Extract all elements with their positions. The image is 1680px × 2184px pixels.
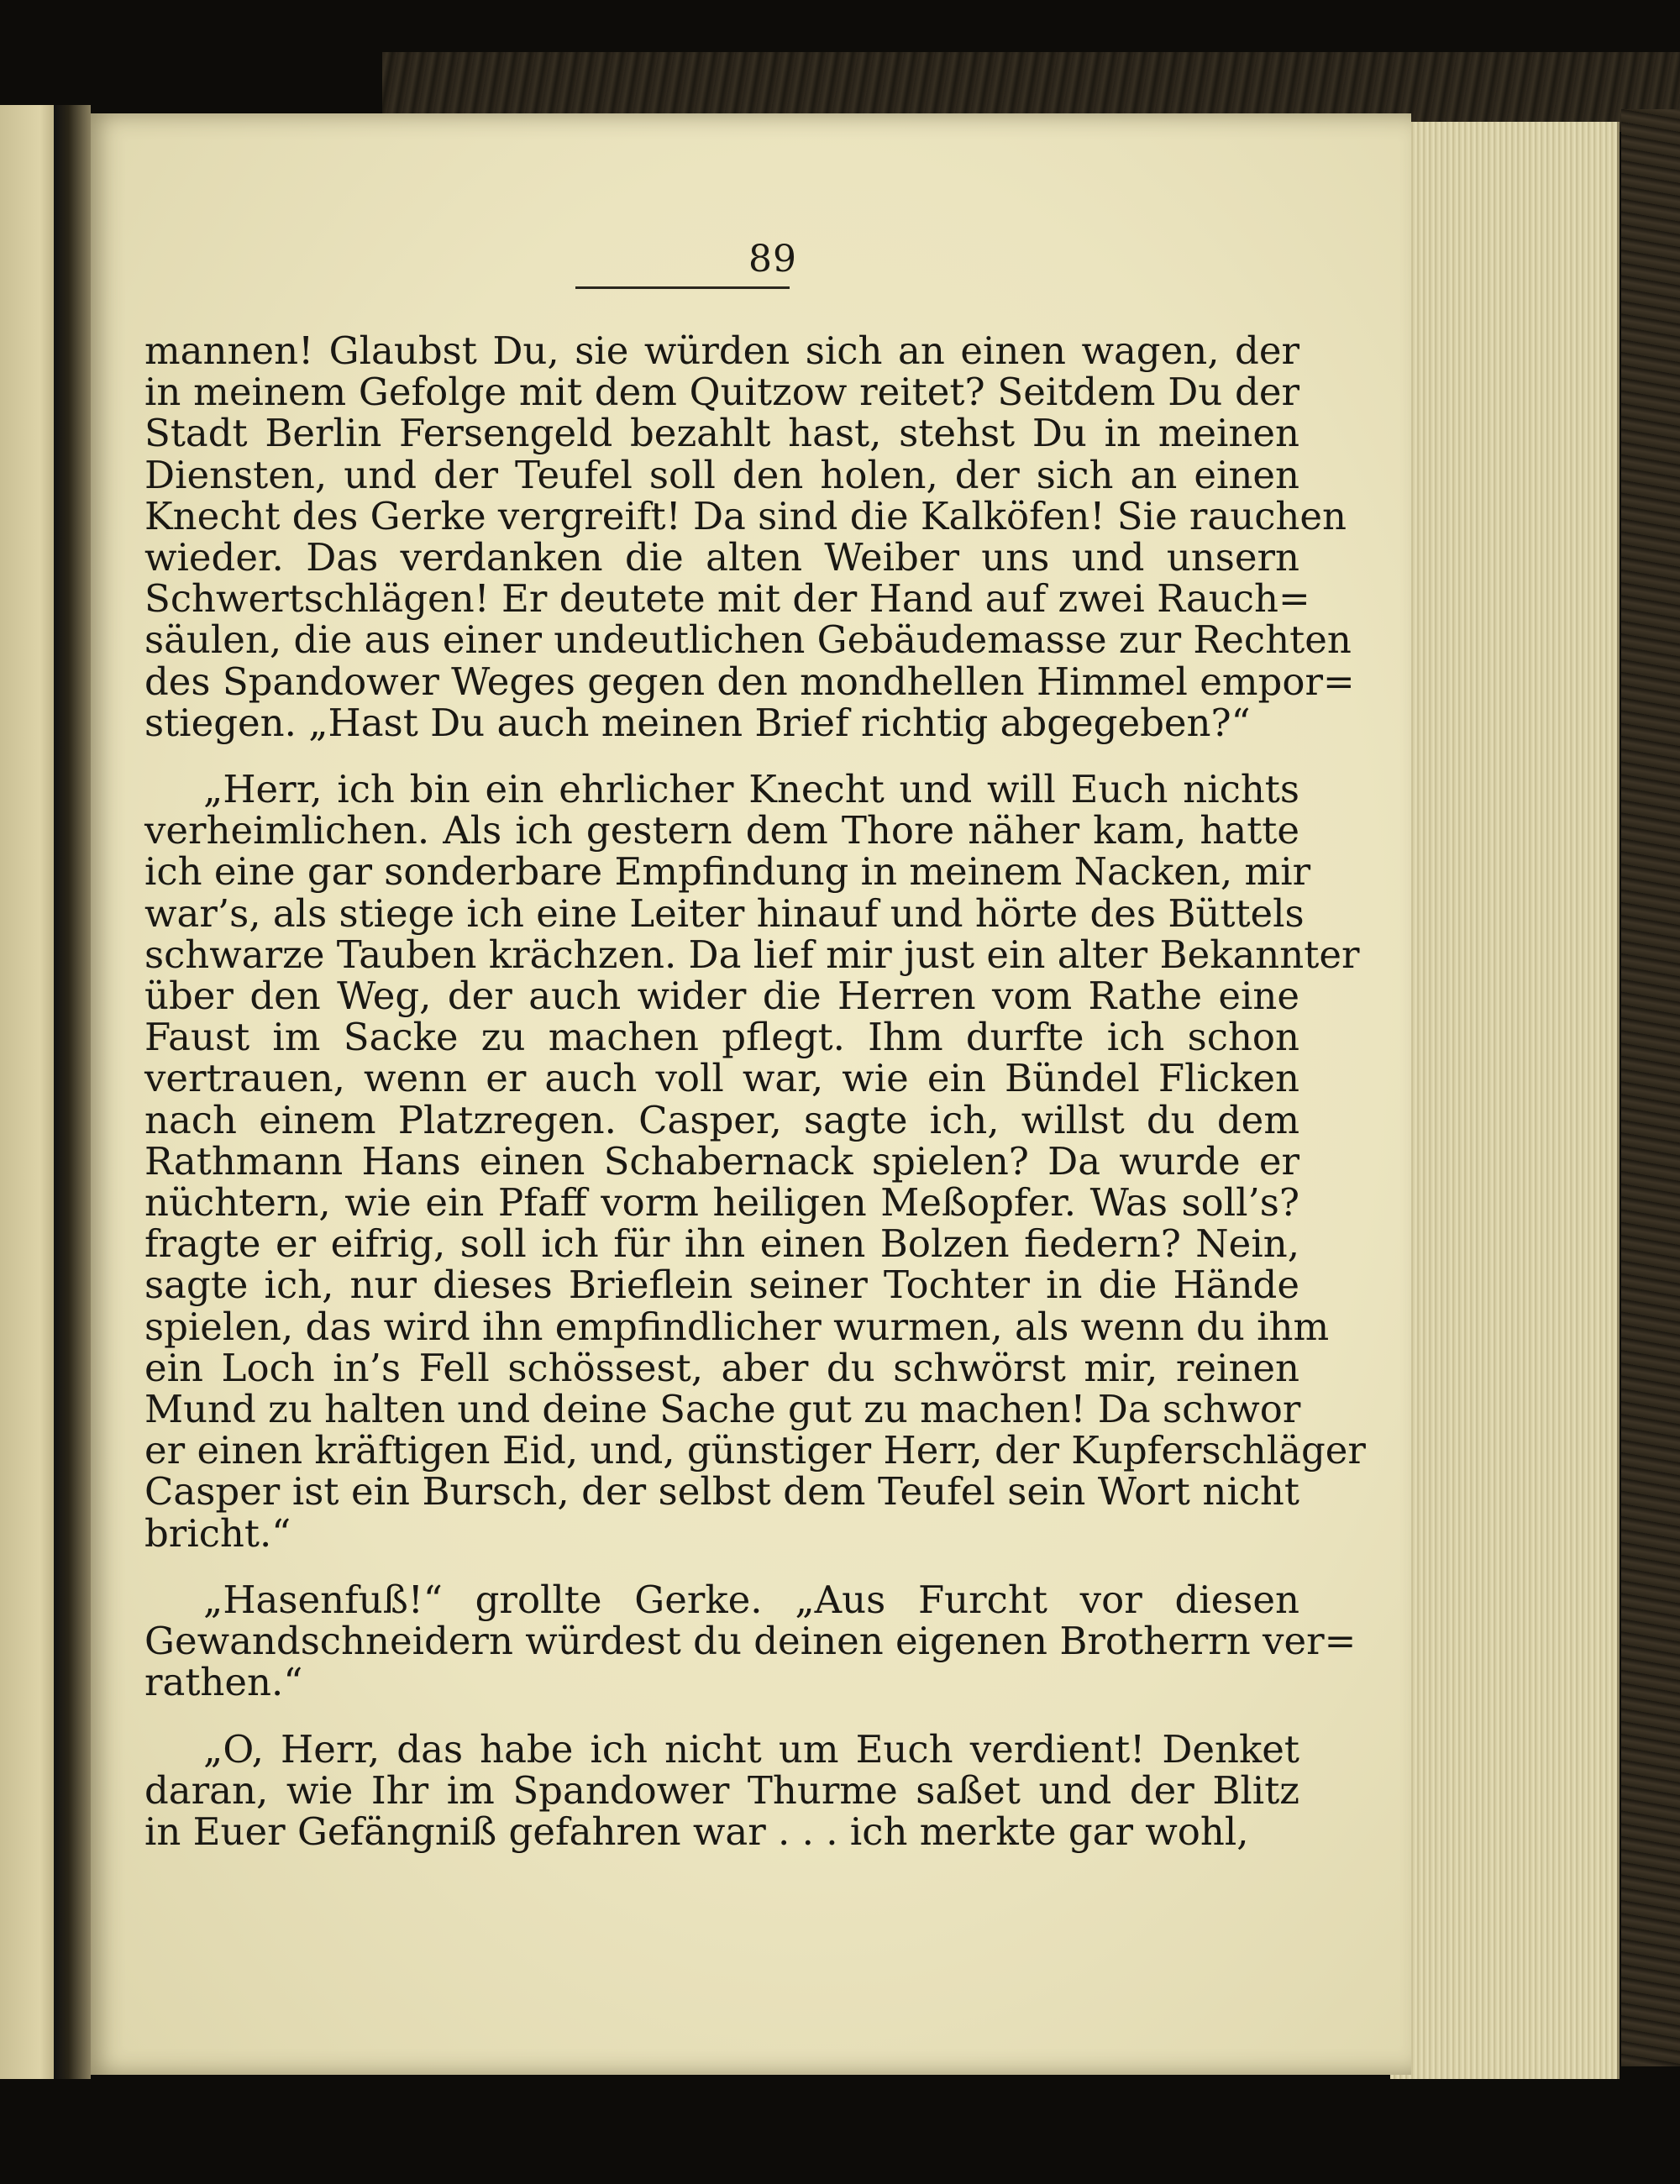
text-line: in Euer Gefängniß gefahren war . . . ich merkte gar wohl,: [144, 1809, 1249, 1854]
paragraph: [144, 1577, 1357, 1705]
text-line: bricht.“: [144, 1510, 291, 1556]
text-line: spielen, das wird ihn empfindlicher wurmen, als wenn du ihm: [144, 1304, 1330, 1349]
page-stack-edges: [1390, 122, 1620, 2079]
text-line: Rathmann Hans einen Schabernack spielen? Da wurde er: [144, 1138, 1299, 1184]
text-line: Gewandschneidern würdest du deinen eigenen Brotherrn ver=: [144, 1619, 1357, 1664]
paragraph-gap: [144, 1704, 1299, 1729]
previous-page-edge: [0, 105, 57, 2079]
text-line: „O, Herr, das habe ich nicht um Euch verdient! Denket: [203, 1726, 1299, 1772]
text-line: fragte er eifrig, soll ich für ihn einen Bolzen fiedern? Nein,: [144, 1221, 1299, 1267]
text-line: Casper ist ein Bursch, der selbst dem Teufel sein Wort nicht: [144, 1469, 1299, 1515]
text-line: daran, wie Ihr im Spandower Thurme saßet und der Blitz: [144, 1767, 1299, 1813]
text-line: „Herr, ich bin ein ehrlicher Knecht und will Euch nichts: [203, 767, 1299, 812]
text-line: er einen kräftigen Eid, und, günstiger Herr, der Kupferschläger: [144, 1428, 1366, 1473]
text-line: in meinem Gefolge mit dem Quitzow reitet? Seitdem Du der: [144, 370, 1299, 415]
text-line: ich eine gar sonderbare Empfindung in meinem Nacken, mir: [144, 849, 1311, 895]
body-text: [144, 328, 1366, 1854]
book-gutter: [54, 105, 91, 2079]
paragraph-gap: [144, 1554, 1299, 1579]
paragraph: [144, 1726, 1299, 1854]
text-line: rathen.“: [144, 1660, 303, 1705]
page-number-header: [664, 238, 882, 281]
text-line: Diensten, und der Teufel soll den holen, der sich an einen: [144, 452, 1299, 497]
paragraph: [144, 328, 1355, 745]
text-line: „Hasenfuß!“ grollte Gerke. „Aus Furcht vor diesen: [203, 1577, 1299, 1622]
text-line: verheimlichen. Als ich gestern dem Thore näher kam, hatte: [144, 808, 1299, 853]
book-page: [84, 113, 1411, 2075]
text-line: nüchtern, wie ein Pfaff vorm heiligen Meßopfer. Was soll’s?: [144, 1180, 1299, 1226]
text-line: des Spandower Weges gegen den mondhellen Himmel empor=: [144, 659, 1355, 704]
text-line: vertrauen, wenn er auch voll war, wie ein Bündel Flicken: [144, 1056, 1299, 1101]
text-line: Knecht des Gerke vergreift! Da sind die Kalköfen! Sie rauchen: [144, 493, 1347, 538]
text-line: schwarze Tauben krächzen. Da lief mir just ein alter Bekannter: [144, 932, 1360, 977]
text-line: wieder. Das verdanken die alten Weiber uns und unsern: [144, 535, 1299, 580]
text-line: Schwertschlägen! Er deutete mit der Hand auf zwei Rauch=: [144, 576, 1310, 622]
text-line: nach einem Platzregen. Casper, sagte ich, willst du dem: [144, 1097, 1299, 1142]
page-number: 89: [748, 238, 797, 281]
text-line: ein Loch in’s Fell schössest, aber du schwörst mir, reinen: [144, 1345, 1299, 1390]
text-line: war’s, als stiege ich eine Leiter hinauf und hörte des Büttels: [144, 890, 1305, 936]
book-cover-edge: [1621, 109, 1680, 2066]
paragraph: [144, 767, 1366, 1556]
header-rule: [575, 286, 790, 289]
text-line: Mund zu halten und deine Sache gut zu machen! Da schwor: [144, 1387, 1301, 1432]
text-line: stiegen. „Hast Du auch meinen Brief richtig abgegeben?“: [144, 700, 1251, 745]
text-line: über den Weg, der auch wider die Herren vom Rathe eine: [144, 974, 1299, 1019]
paragraph-gap: [144, 743, 1299, 769]
text-line: Faust im Sacke zu machen pflegt. Ihm durfte ich schon: [144, 1015, 1299, 1060]
text-line: säulen, die aus einer undeutlichen Gebäudemasse zur Rechten: [144, 617, 1352, 663]
text-line: sagte ich, nur dieses Brieflein seiner Tochter in die Hände: [144, 1263, 1299, 1308]
text-line: Stadt Berlin Fersengeld bezahlt hast, stehst Du in meinen: [144, 411, 1299, 456]
text-line: mannen! Glaubst Du, sie würden sich an einen wagen, der: [144, 328, 1299, 373]
